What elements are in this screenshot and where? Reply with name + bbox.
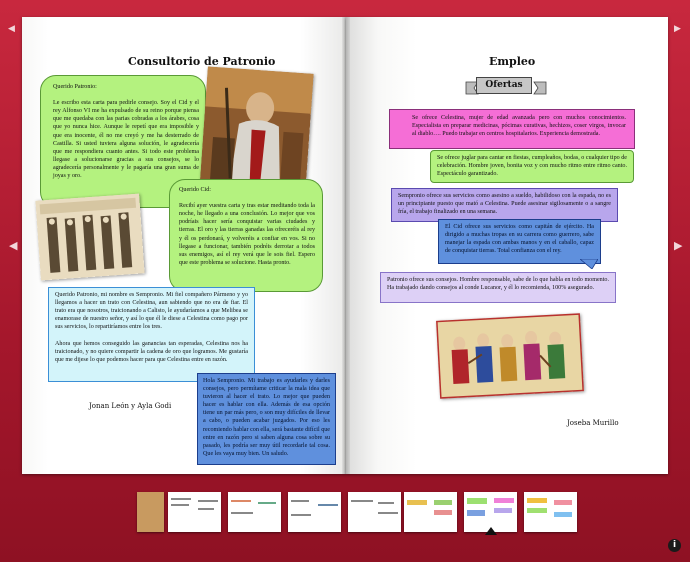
right-page-signature: Joseba Murillo: [567, 419, 619, 427]
sempronio-letter-box: Querido Patronio, mi nombre es Sempronio. Mi fiel compañero Pármeno y yo llegamos a hacer un trato con Celestina, aun sabiendo que no era de fiar. El trato era que nosotros, traicionando a Calisto, le ayudaríamos a que Melibea se enamorase de nuestro señor, y así lo que él le diese a Celestina como pago por sus servicios, lo repartiríamos entre los tres. Ahora que hemos conseguido las ganancias tan esperadas, Celestina nos ha traicionado, y no quiere compartir la cadena de oro que logramos. Me gustaría que me dijese lo que podemos hacer para que Celestina entre en razón.: [48, 287, 255, 382]
right-nav-column: [668, 0, 690, 474]
juglar-ad-box: Se ofrece juglar para cantar en fiestas, cumpleaños, bodas, o cualquier tipo de celebración. Hombre joven, bonita voz y con mucho ritmo entre ritmo canto. Espectáculo garantizado.: [430, 150, 634, 183]
cid-letter-box: Querido Patronio: Le escribo esta carta para pedirle consejo. Soy el Cid y el rey Alfonso VI me ha expulsado de su reino porque piensa que me quedaba con las parias cobradas a los árabes, cosa que yo nunca hice. Aunque le repetí que era imposible y que era inocente, él no me creyó y me ha desterrado de Castilla. Si usted tuviera alguna solución, le agradecería que me respondiera cuanto antes. Si todo este problema llegase a solucionarse gracias a sus consejos, se lo agradecería personalmente y le pagaría una gran suma de joyas y oro.: [40, 75, 206, 208]
patronio-reply-box: Querido Cid: Recibí ayer vuestra carta y tras estar meditando toda la noche, he llegado a una conclusión. Lo mejor que vos podríais hacer sería conquistar varias ciudades y tierras. El oro y las tierras ganadas las ofreceréis al rey y él os perdonará, y volveréis a confiar en vos. Si no llegase a funcionar, también podréis derrotar a todos sus enemigos, así el rey verá que le sois fiel. Espero que este problema se solucione. Hasta pronto.: [169, 179, 323, 292]
skip-first-icon[interactable]: ◀​: [8, 24, 15, 34]
manuscript-woodcut-image: [35, 193, 144, 280]
previous-page-icon[interactable]: ◀: [9, 239, 18, 252]
skip-last-icon[interactable]: ▶: [674, 24, 681, 34]
thumbnail[interactable]: [404, 492, 457, 532]
patronio-reply-box-2: Hola Sempronio. Mi trabajo es ayudarles y darles consejos, pero permítame criticar la mala idea que tuvieron al hacer el trato. Lo mejor que pueden hacer es hablar con ella. Además de esa opción tiene un par más pero, o son muy difíciles de llevar a cabo, o pueden acabar juzgados. Por eso les recomiendo hablar con ella, será bastante difícil que entre en razón pero si saben alguna cosa sobre su pasado, les podría ser muy útil recordarle tal cosa. Que les vaya muy bien. Un saludo.: [197, 373, 336, 465]
left-page-signature: Jonan León y Ayla Godi: [89, 402, 172, 410]
cid-ad-box: El Cid ofrece sus servicios como capitán de ejército. Ha dirigido a muchas tropas en su carrera como guerrero, sabe manejar la espada con ambas manos y en el caballo, capaz de conquistar tierras. Total confianza con el rey.: [438, 219, 601, 264]
sempronio-ad-box: Sempronio ofrece sus servicios como asesino a sueldo, habilidoso con la espada, no es un principiante puesto que mató a Celestina. Puede asesinar sigilosamente o a sangre fría, el trabajo finalizado en una semana.: [391, 188, 618, 222]
medieval-musicians-image: [436, 313, 584, 398]
ofertas-label: Ofertas: [476, 77, 532, 94]
page-title: Empleo: [489, 55, 536, 68]
patronio-ad-box: Patronio ofrece sus consejos. Hombre responsable, sabe de lo que habla en todo momento. Ha trabajado dando consejos al conde Lucanor, y él lo recomienda, 100% asegurado.: [380, 272, 616, 303]
left-nav-column: [0, 0, 22, 474]
thumbnail-strip: [0, 492, 690, 562]
thumbnail-selected[interactable]: [464, 492, 517, 532]
celestina-ad-box: Se ofrece Celestina, mujer de edad avanzada pero con muchos conocimientos. Especialista en preparar medicinas, pócimas curativas, hechizos, coser virgos, invocar al diablo…. Puedo trabajar en centros hospitalarios. Experiencia demostrada.: [389, 109, 635, 149]
thumbnail[interactable]: [228, 492, 281, 532]
thumbnail[interactable]: [288, 492, 341, 532]
book-spine: [342, 17, 350, 474]
thumbnail[interactable]: [168, 492, 221, 532]
thumbnail[interactable]: [524, 492, 577, 532]
left-page: [22, 17, 346, 474]
speech-tail-icon: [580, 259, 598, 269]
info-icon[interactable]: i: [668, 539, 681, 552]
next-page-icon[interactable]: ▶: [674, 239, 683, 252]
thumbnail[interactable]: [137, 492, 164, 532]
current-page-triangle-icon: [485, 527, 497, 535]
thumbnail[interactable]: [348, 492, 401, 532]
page-title: Consultorio de Patronio: [128, 55, 276, 68]
